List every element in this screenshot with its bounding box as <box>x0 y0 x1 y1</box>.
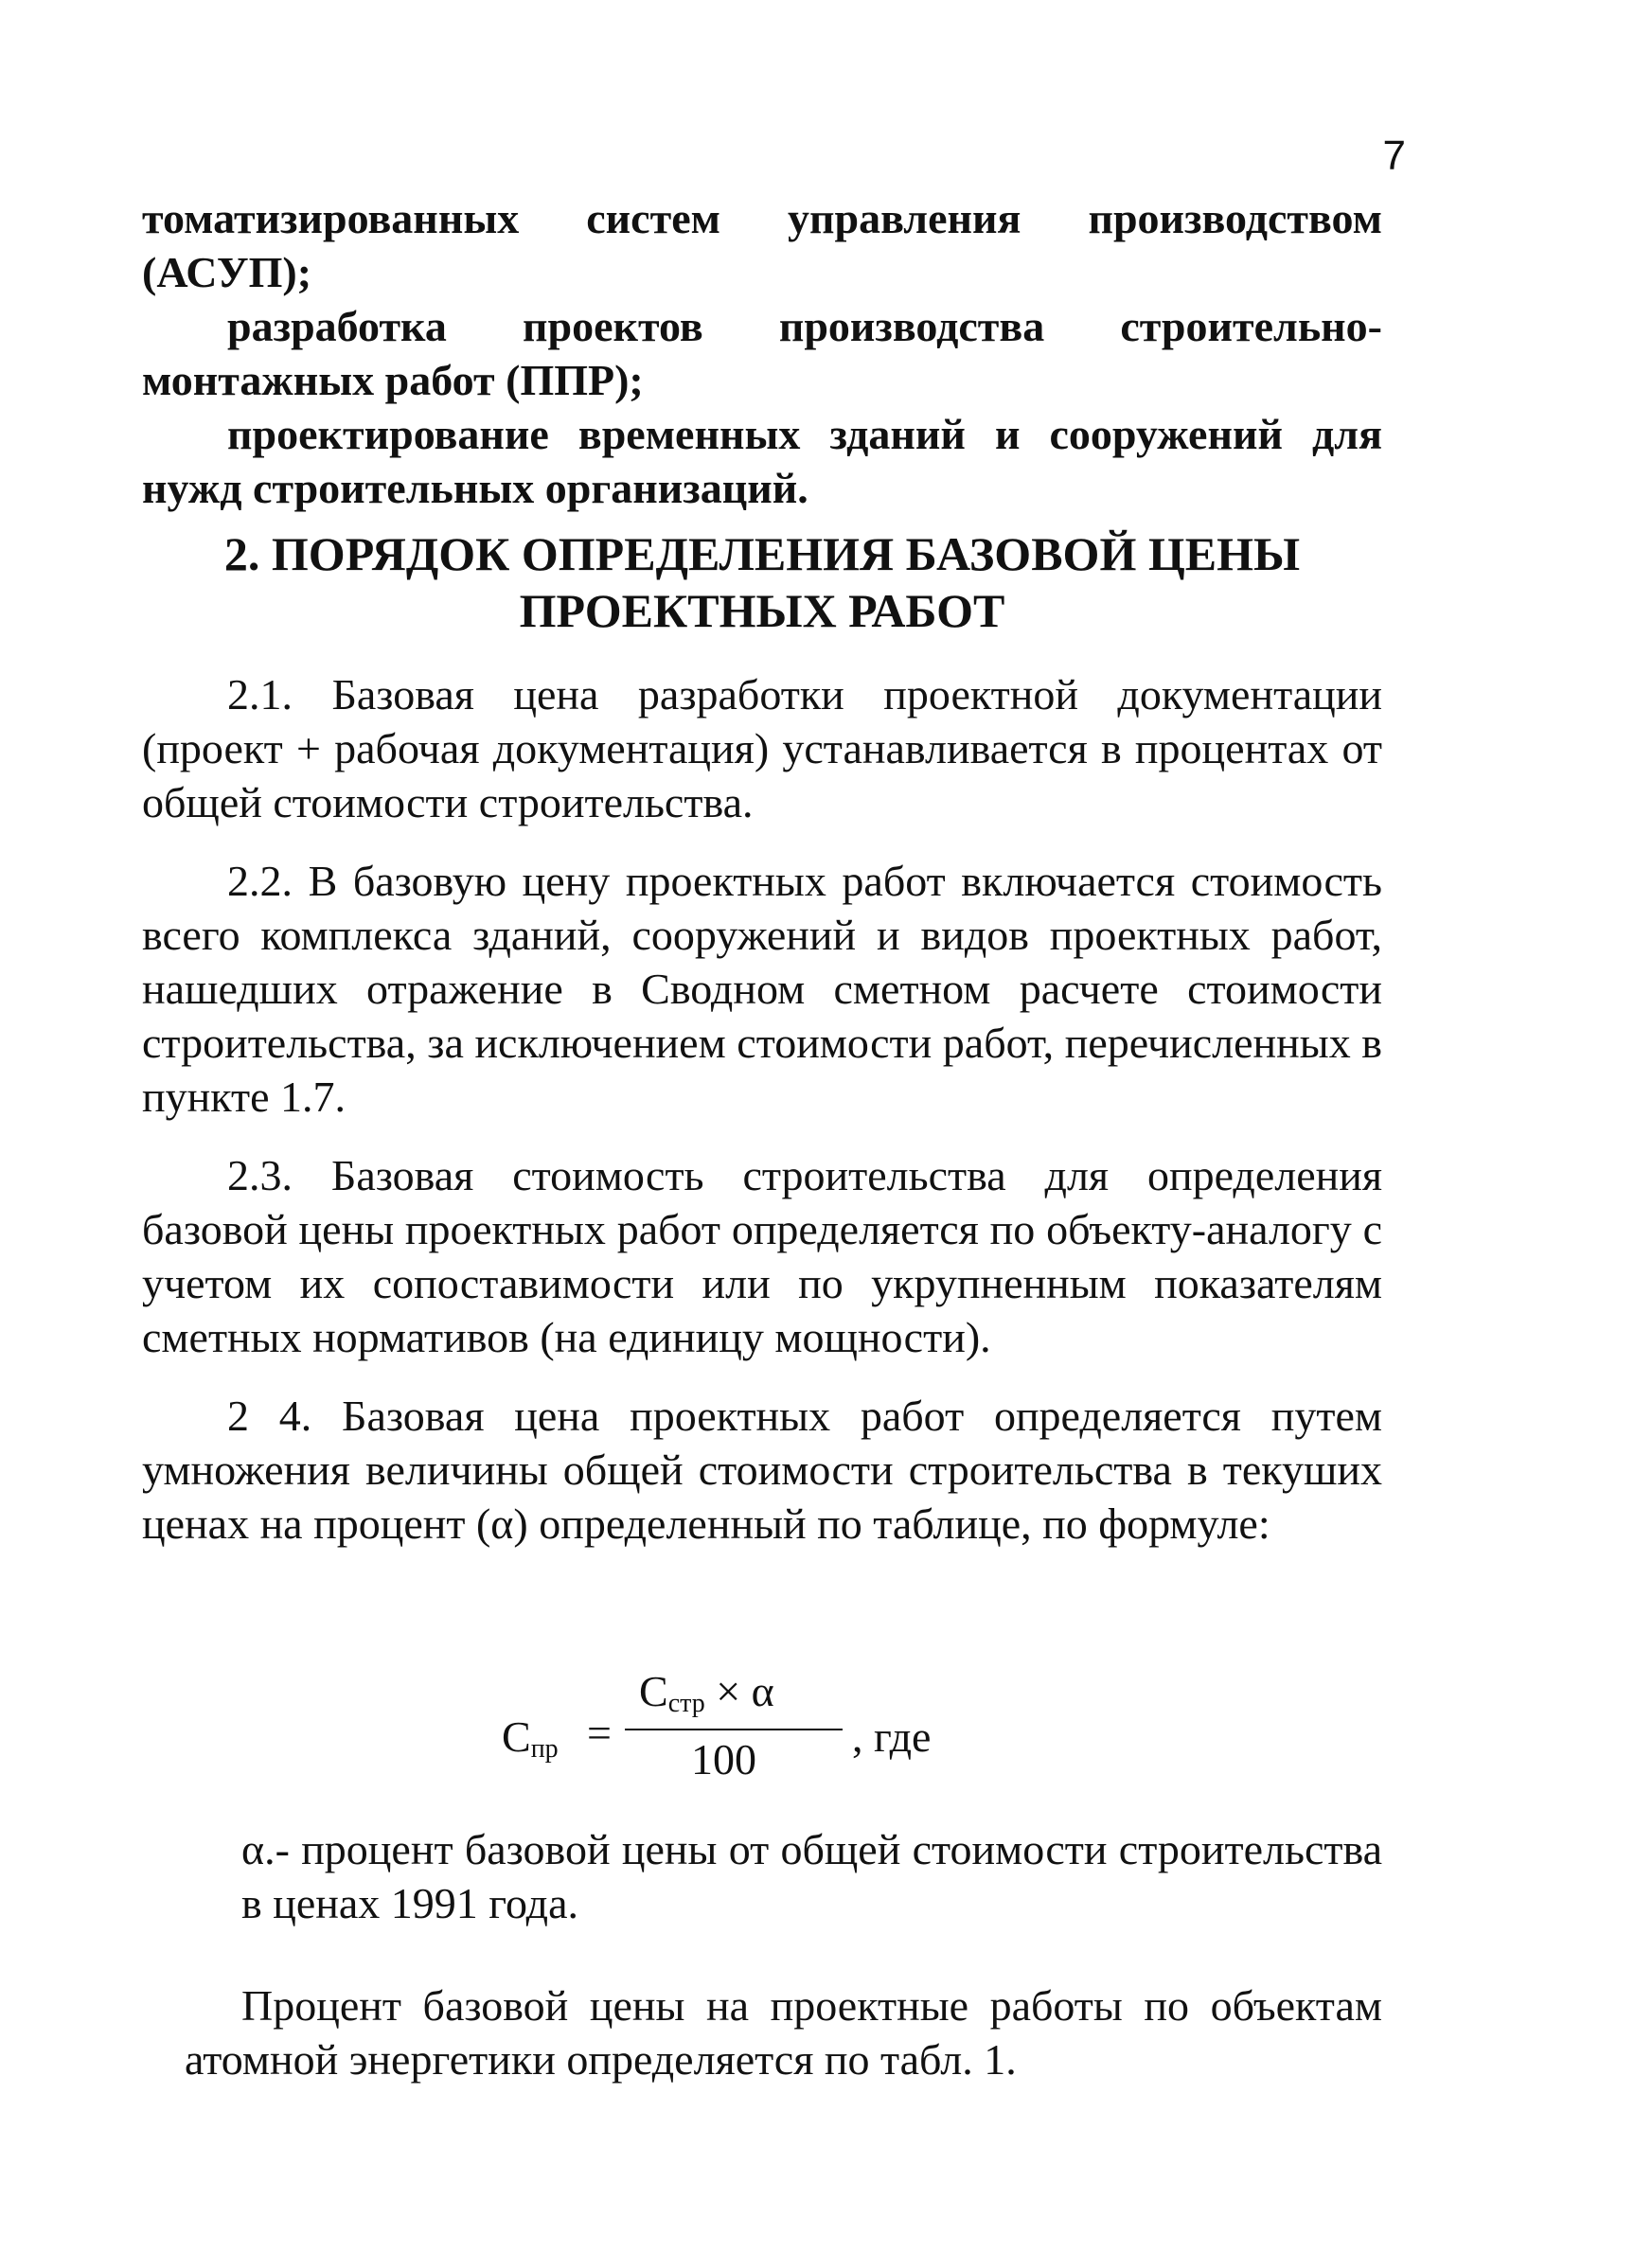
section-heading-line-1: 2. ПОРЯДОК ОПРЕДЕЛЕНИЯ БАЗОВОЙ ЦЕНЫ <box>223 527 1301 580</box>
formula-tail: , где <box>852 1712 932 1761</box>
section-heading-line-2: ПРОЕКТНЫХ РАБОТ <box>519 584 1005 637</box>
formula-num-subscript: стр <box>667 1689 705 1718</box>
intro-item-asup: томатизированных систем управления производством (АСУП); <box>142 194 1382 296</box>
formula-lhs <box>502 1712 559 1765</box>
page-number: 7 <box>1382 133 1406 179</box>
section-body <box>142 667 1382 1575</box>
intro-list <box>142 191 1382 515</box>
formula-numerator <box>639 1666 774 1719</box>
formula-lhs-subscript: пр <box>530 1734 559 1764</box>
fraction-bar <box>625 1729 843 1730</box>
paragraph-2-2: 2.2. В базовую цену проектных работ включается стоимость всего комплекса зданий, сооружений и видов проектных работ, нашедших отражение в Сводном сметном расчете стоимости строительства, за исключением стоимости работ, перечисленных в пункте 1.7. <box>142 857 1382 1121</box>
formula-lhs-base: C <box>502 1712 531 1761</box>
price-formula <box>502 1666 994 1789</box>
paragraph-2-3: 2.3. Базовая стоимость строительства для определения базовой цены проектных работ определяется по объекту-аналогу с учетом их сопоставимости или по укрупненным показателям сметных нормативов (на единицу мощности). <box>142 1151 1382 1361</box>
intro-item-temporary-buildings: проектирование временных зданий и сооружений для нужд строительных организаций. <box>142 410 1382 512</box>
closing-paragraph: Процент базовой цены на проектные работы по объектам атомной энергетики определяется по табл. 1. <box>185 1981 1382 2084</box>
formula-equals: = <box>587 1709 612 1757</box>
formula-denominator: 100 <box>691 1735 756 1783</box>
paragraph-2-1: 2.1. Базовая цена разработки проектной документации (проект + рабочая документация) устанавливается в процентах от общей стоимости строительства. <box>142 670 1382 826</box>
alpha-definition: α.- процент базовой цены от общей стоимости строительства в ценах 1991 года. <box>241 1825 1382 1927</box>
paragraph-2-4: 2 4. Базовая цена проектных работ определяется путем умножения величины общей стоимости строительства в текуших ценах на процент (α) определенный по таблице, по формуле: <box>142 1392 1382 1548</box>
formula-num-base: C <box>639 1667 668 1715</box>
formula-num-rest: × α <box>704 1667 774 1715</box>
section-heading <box>142 525 1382 639</box>
intro-item-ppr: разработка проектов производства строительно-монтажных работ (ППР); <box>142 302 1382 404</box>
